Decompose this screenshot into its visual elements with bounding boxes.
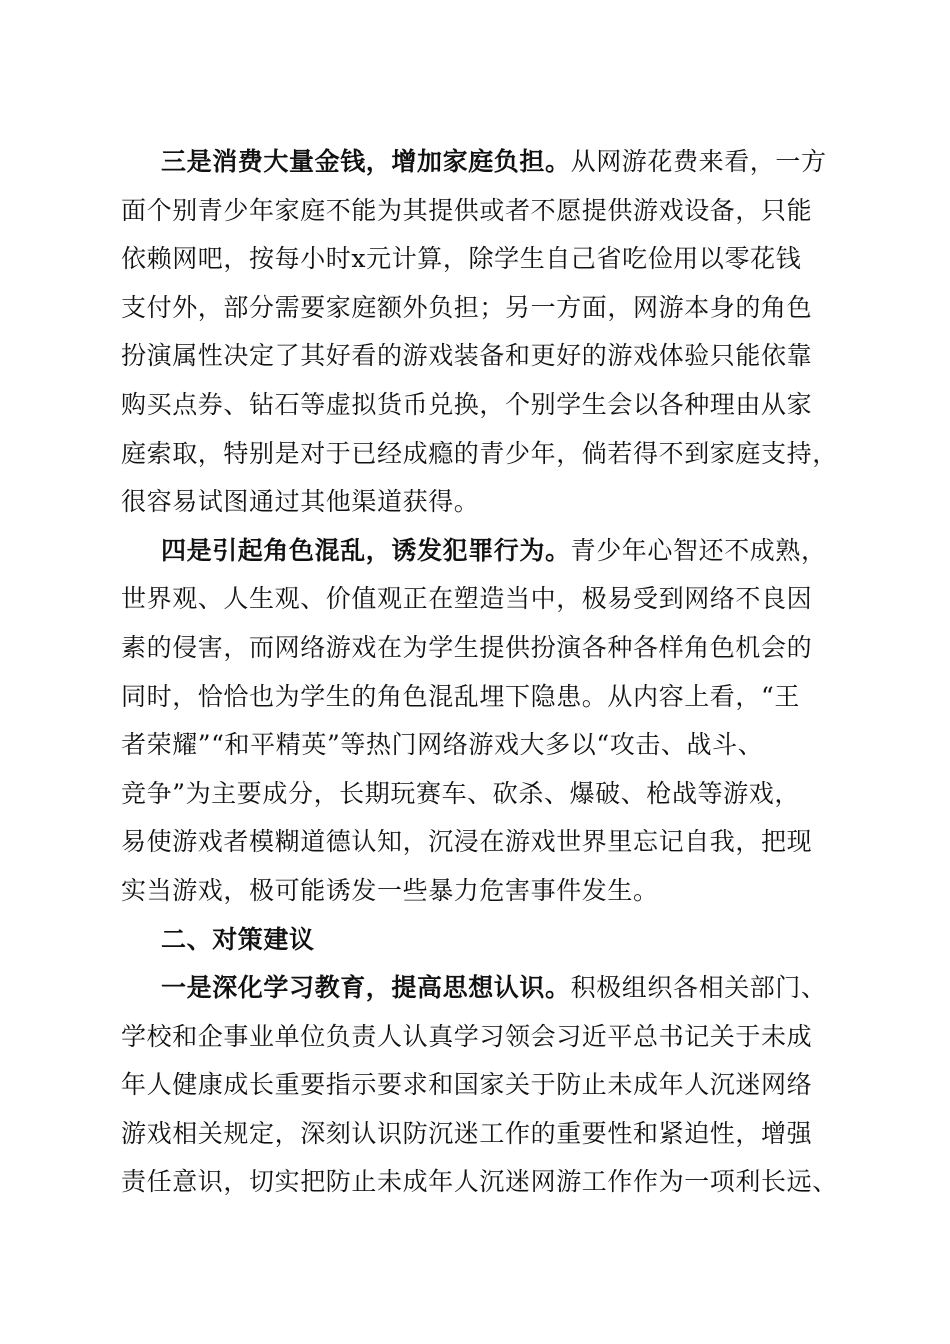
paragraph-2-lead: 四是引起角色混乱，诱发犯罪行为。: [161, 535, 571, 565]
paragraph-3-line: 游戏相关规定，深刻认识防沉迷工作的重要性和紧迫性，增强: [121, 1118, 813, 1148]
paragraph-1-line: 面个别青少年家庭不能为其提供或者不愿提供游戏设备，只能: [121, 195, 813, 225]
paragraph-1-line: 扮演属性决定了其好看的游戏装备和更好的游戏体验只能依靠: [121, 341, 813, 371]
paragraph-1-line-1-rest: 从网游花费来看，一方: [570, 147, 827, 176]
paragraph-2-line: 同时，恰恰也为学生的角色混乱埋下隐患。从内容上看，“王: [121, 681, 800, 711]
paragraph-2-line: 竞争”为主要成分，长期玩赛车、砍杀、爆破、枪战等游戏，: [121, 778, 800, 808]
paragraph-1-line: 购买点券、钻石等虚拟货币兑换，个别学生会以各种理由从家: [121, 389, 813, 419]
paragraph-2-line-1: [121, 527, 841, 576]
paragraph-2-line: 素的侵害，而网络游戏在为学生提供扮演各种各样角色机会的: [121, 632, 813, 662]
paragraph-2-line-1-rest: 青少年心智还不成熟，: [570, 535, 827, 565]
paragraph-2-line: 者荣耀”“和平精英”等热门网络游戏大多以“攻击、战斗、: [121, 730, 764, 760]
paragraph-1-line: 很容易试图通过其他渠道获得。: [121, 487, 480, 517]
paragraph-3-line: 责任意识，切实把防止未成年人沉迷网游工作作为一项利长远、: [121, 1167, 838, 1197]
paragraph-3-line-1-rest: 积极组织各相关部门、: [570, 973, 827, 1003]
document-body: [121, 138, 841, 1207]
paragraph-2-line: 易使游戏者模糊道德认知，沉浸在游戏世界里忘记自我，把现: [121, 827, 813, 857]
section-heading: 二、对策建议: [161, 924, 315, 954]
paragraph-3-lead: 一是深化学习教育，提高思想认识。: [161, 973, 571, 1003]
paragraph-2-line: 实当游戏，极可能诱发一些暴力危害事件发生。: [121, 875, 659, 905]
paragraph-1-line-1: [121, 138, 841, 187]
paragraph-2-line: 世界观、人生观、价值观正在塑造当中，极易受到网络不良因: [121, 584, 813, 614]
paragraph-1-line: 支付外，部分需要家庭额外负担；另一方面，网游本身的角色: [121, 292, 813, 322]
paragraph-1-line: 庭索取，特别是对于已经成瘾的青少年，倘若得不到家庭支持，: [121, 438, 838, 468]
paragraph-3-line-1: [121, 964, 841, 1013]
paragraph-3-line: 年人健康成长重要指示要求和国家关于防止未成年人沉迷网络: [121, 1070, 813, 1100]
paragraph-1-line: 依赖网吧，按每小时x元计算，除学生自己省吃俭用以零花钱: [121, 244, 802, 274]
paragraph-3-line: 学校和企事业单位负责人认真学习领会习近平总书记关于未成: [121, 1021, 813, 1051]
paragraph-1-lead: 三是消费大量金钱，增加家庭负担。: [161, 147, 571, 176]
